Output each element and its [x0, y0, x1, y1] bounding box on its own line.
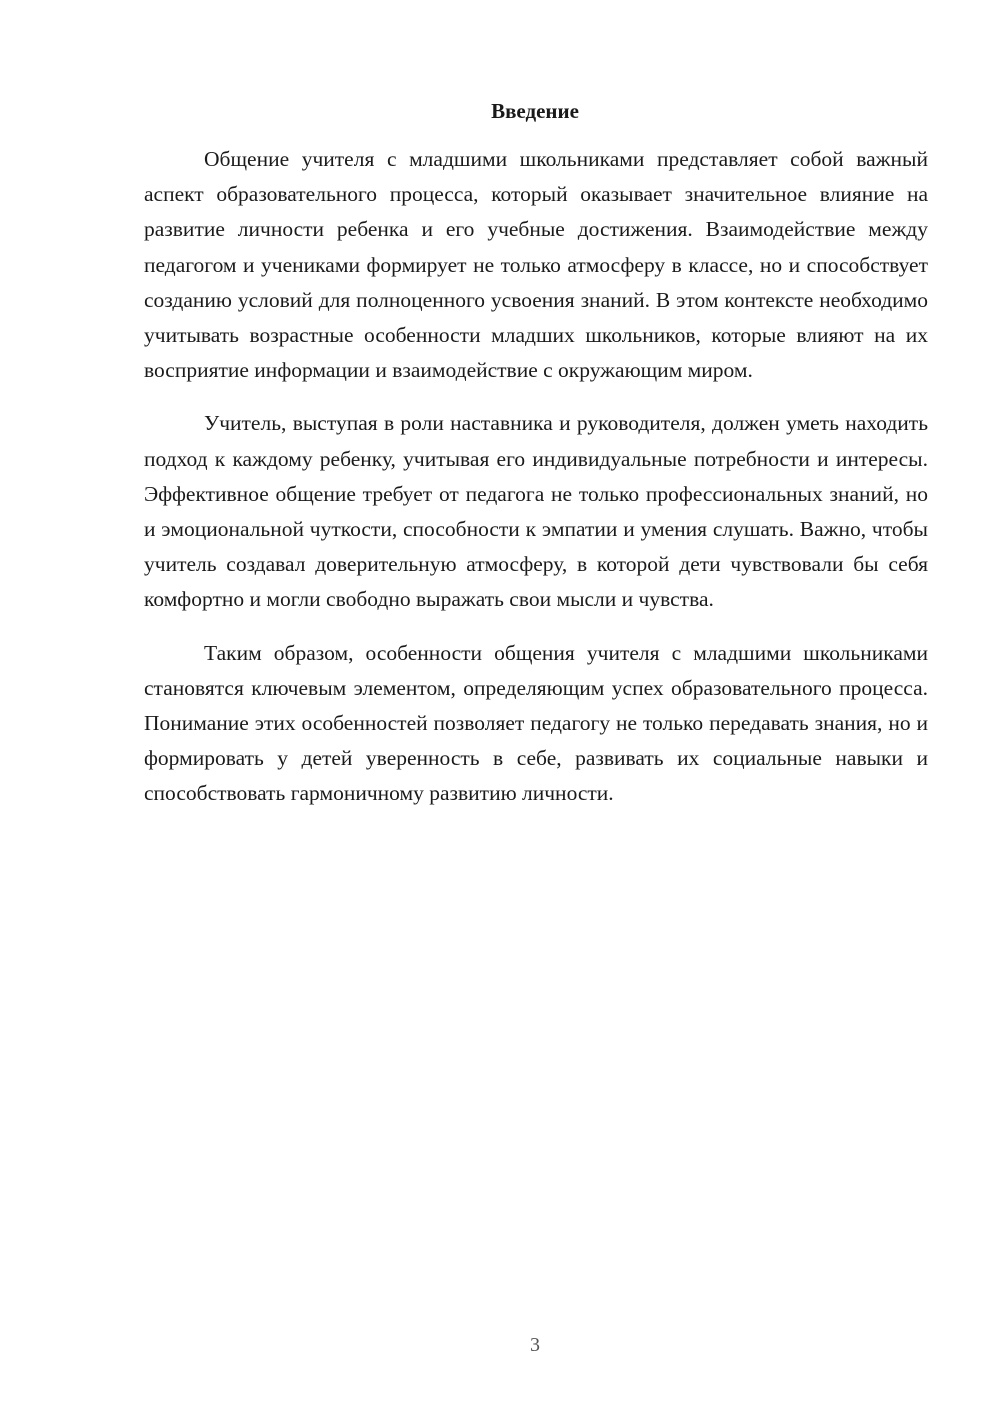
- body-text: [144, 142, 928, 830]
- paragraph-2: Учитель, выступая в роли наставника и руководителя, должен уметь находить подход к каждому ребенку, учитывая его индивидуальные потребности и интересы. Эффективное общение требует от педагога не только профессиональных знаний, но и эмоциональной чуткости, способности к эмпатии и умения слушать. Важно, чтобы учитель создавал доверительную атмосферу, в которой дети чувствовали бы себя комфортно и могли свободно выражать свои мысли и чувства.: [144, 411, 928, 612]
- paragraph-3: Таким образом, особенности общения учителя с младшими школьниками становятся ключевым элементом, определяющим успех образовательного процесса. Понимание этих особенностей позволяет педагогу не только передавать знания, но и формировать у детей уверенность в себе, развивать их социальные навыки и способствовать гармоничному развитию личности.: [144, 640, 928, 806]
- page-title: Введение: [491, 99, 579, 123]
- paragraph-1: Общение учителя с младшими школьниками представляет собой важный аспект образовательного процесса, который оказывает значительное влияние на развитие личности ребенка и его учебные достижения. Взаимодействие между педагогом и учениками формирует не только атмосферу в классе, но и способствует созданию условий для полноценного усвоения знаний. В этом контексте необходимо учитывать возрастные особенности младших школьников, которые влияют на их восприятие информации и взаимодействие с окружающим миром.: [144, 147, 928, 383]
- page-number: 3: [530, 1334, 540, 1356]
